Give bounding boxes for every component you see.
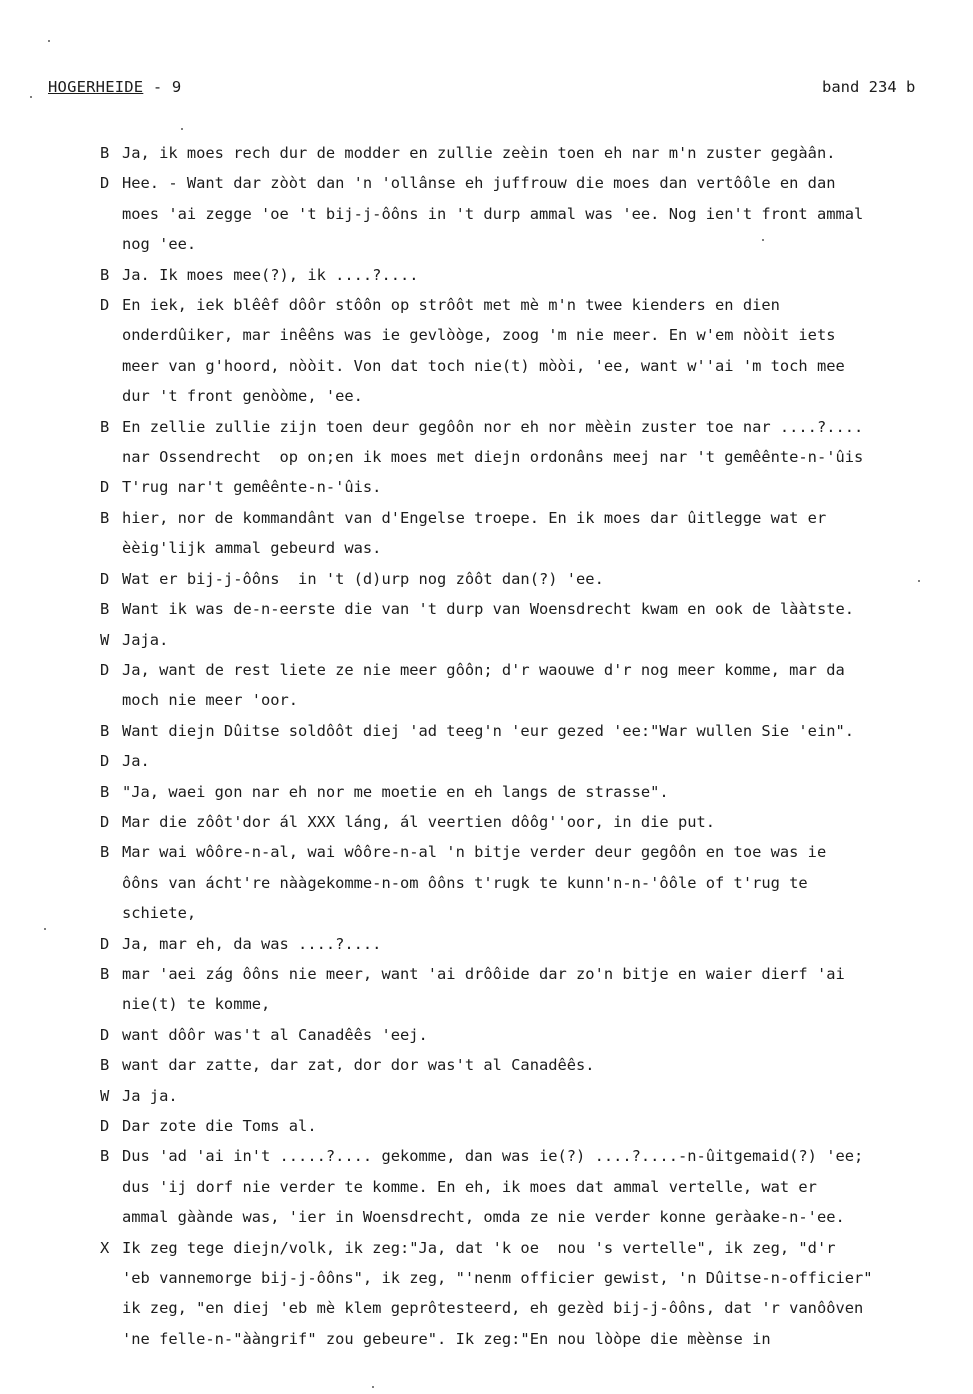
text-line: Dar zote die Toms al. — [122, 1117, 317, 1135]
utterance — [100, 837, 972, 928]
utterance-text — [122, 746, 972, 776]
tape-label: band 234 b — [822, 78, 916, 96]
text-line: Hee. - Want dar zòòt dan 'n 'ollânse eh juffrouw die moes dan vertôôle en dan — [122, 174, 836, 193]
text-line: Jaja. — [122, 630, 169, 649]
utterance-text — [122, 1050, 972, 1080]
speaker-code: W — [100, 630, 110, 649]
speaker-code: X — [100, 1238, 110, 1257]
speaker-code: B — [100, 144, 110, 162]
utterance-text — [122, 1141, 972, 1232]
speaker-code: D — [100, 1025, 110, 1044]
text-line: Ja, ik moes rech dur de modder en zullie zeèin toen eh nar m'n zuster gegàân. — [122, 144, 836, 162]
text-line: dus 'ij dorf nie verder te komme. En eh, ik moes dat ammal vertelle, wat er — [122, 1177, 817, 1196]
utterance-text — [122, 594, 972, 624]
speaker-code: B — [100, 964, 110, 983]
utterance — [100, 1050, 972, 1080]
utterance-text — [122, 138, 972, 168]
utterance — [100, 959, 972, 1020]
text-line: hier, nor de kommandânt van d'Engelse troepe. En ik moes dar ûitlegge wat er — [122, 508, 827, 527]
text-line: want dar zatte, dar zat, dor dor was't al Canadêês. — [122, 1056, 595, 1075]
utterance-text — [122, 503, 972, 564]
utterance — [100, 716, 972, 746]
speaker-code: D — [100, 660, 110, 679]
text-line: Want diejn Dûitse soldôôt diej 'ad teeg'n 'eur gezed 'ee:"War wullen Sie 'ein". — [122, 721, 855, 740]
text-line: En iek, iek blêêf dôôr stôôn op strôôt met mè m'n twee kienders en dien — [122, 296, 780, 315]
text-line: mar 'aei zág ôôns nie meer, want 'ai drôôide dar zo'n bitje en waier dierf 'ai — [122, 964, 845, 983]
utterance-text — [122, 1020, 972, 1050]
utterance — [100, 1111, 972, 1141]
speaker-code: B — [100, 1056, 110, 1075]
utterance — [100, 1020, 972, 1050]
utterance — [100, 807, 972, 837]
utterance-text — [122, 655, 972, 716]
text-line: moch nie meer 'oor. — [122, 691, 299, 710]
text-line: èèig'lijk ammal gebeurd was. — [122, 539, 382, 558]
text-line: ammal gàànde was, 'ier in Woensdrecht, omda ze nie verder konne geràake-n-'ee. — [122, 1208, 845, 1227]
text-line: nie(t) te komme, — [122, 995, 271, 1014]
speaker-code: B — [100, 600, 110, 619]
text-line: Ja. — [122, 752, 150, 771]
text-line: ôôns van ácht're nààgekomme-n-om ôôns t'rugk te kunn'n-n-'ôôle of t'rug te — [122, 873, 808, 892]
text-line: want dôôr was't al Canadêês 'eej. — [122, 1025, 428, 1044]
utterance-text — [122, 564, 972, 594]
utterance — [100, 594, 972, 624]
text-line: "Ja, waei gon nar eh nor me moetie en eh langs de strasse". — [122, 782, 669, 801]
text-line: ik zeg, "en diej 'eb mè klem geprôtesteerd, eh gezèd bij-j-ôôns, dat 'r vanôôven — [122, 1299, 864, 1318]
utterance-text — [122, 777, 972, 807]
text-line: Want ik was de-n-eerste die van 't durp van Woensdrecht kwam en ook de lààtste. — [122, 600, 855, 619]
utterance — [100, 1141, 972, 1232]
scan-speck — [30, 96, 32, 98]
page-header-left — [48, 78, 181, 96]
speaker-code: B — [100, 417, 110, 436]
scan-speck — [181, 128, 183, 130]
utterance — [100, 929, 972, 959]
utterance-text — [122, 1111, 972, 1141]
speaker-code: D — [100, 1117, 110, 1135]
text-line: Ja. Ik moes mee(?), ik ....?.... — [122, 265, 419, 284]
text-line: dur 't front genòòme, 'ee. — [122, 387, 363, 406]
speaker-code: B — [100, 508, 110, 527]
speaker-code: B — [100, 1147, 110, 1166]
utterance-text — [122, 959, 972, 1020]
scan-speck — [44, 928, 46, 930]
text-line: 'eb vannemorge bij-j-ôôns", ik zeg, "'nenm officier gewist, 'n Dûitse-n-officier" — [122, 1269, 873, 1288]
speaker-code: D — [100, 934, 110, 953]
text-line: moes 'ai zegge 'oe 't bij-j-ôôns in 't durp ammal was 'ee. Nog ien't front ammal — [122, 204, 864, 223]
utterance-text — [122, 260, 972, 290]
speaker-code: D — [100, 296, 110, 315]
scan-speck — [48, 40, 50, 42]
text-line: Mar die zôôt'dor ál XXX láng, ál veertien dôôg''oor, in die put. — [122, 812, 716, 831]
location-title: HOGERHEIDE — [48, 78, 144, 96]
utterance — [100, 472, 972, 502]
utterance — [100, 1081, 972, 1111]
utterance-text — [122, 929, 972, 959]
utterance — [100, 564, 972, 594]
speaker-code: B — [100, 782, 110, 801]
scan-speck — [372, 1386, 374, 1388]
speaker-code: D — [100, 569, 110, 588]
utterance-text — [122, 472, 972, 502]
text-line: Ja, want de rest liete ze nie meer gôôn; d'r waouwe d'r nog meer komme, mar da — [122, 660, 845, 679]
scan-speck — [918, 580, 920, 582]
speaker-code: B — [100, 265, 110, 284]
text-line: nog 'ee. — [122, 235, 197, 254]
transcript-body — [100, 138, 972, 1354]
text-line: Ik zeg tege diejn/volk, ik zeg:"Ja, dat 'k oe nou 's vertelle", ik zeg, "d'r — [122, 1238, 836, 1257]
utterance-text — [122, 625, 972, 655]
utterance — [100, 168, 972, 259]
utterance-text — [122, 168, 972, 259]
utterance-text — [122, 1233, 972, 1355]
text-line: onderdûiker, mar inêêns was ie gevlòòge, zoog 'm nie meer. En w'em nòòit iets — [122, 326, 836, 345]
utterance — [100, 746, 972, 776]
utterance — [100, 138, 972, 168]
utterance — [100, 412, 972, 473]
page-number: - 9 — [143, 78, 182, 96]
text-line: nar Ossendrecht op on;en ik moes met diejn ordonâns meej nar 't gemêênte-n-'ûis — [122, 448, 864, 467]
speaker-code: B — [100, 721, 110, 740]
text-line: Mar wai wôôre-n-al, wai wôôre-n-al 'n bitje verder deur gegôôn en toe was ie — [122, 843, 827, 862]
text-line: Dus 'ad 'ai in't .....?.... gekomme, dan was ie(?) ....?....-n-ûitgemaid(?) 'ee; — [122, 1147, 864, 1166]
speaker-code: D — [100, 478, 110, 497]
speaker-code: D — [100, 174, 110, 193]
utterance — [100, 655, 972, 716]
text-line: Ja ja. — [122, 1086, 178, 1105]
speaker-code: W — [100, 1086, 110, 1105]
utterance-text — [122, 1081, 972, 1111]
utterance — [100, 260, 972, 290]
text-line: En zellie zullie zijn toen deur gegôôn nor eh nor mèèin zuster toe nar ....?.... — [122, 417, 864, 436]
utterance-text — [122, 807, 972, 837]
utterance-text — [122, 716, 972, 746]
text-line: schiete, — [122, 904, 197, 923]
text-line: 'ne felle-n-"ààngrif" zou gebeure". Ik zeg:"En nou lòòpe die mèènse in — [122, 1329, 771, 1348]
utterance — [100, 777, 972, 807]
speaker-code: D — [100, 752, 110, 771]
utterance — [100, 290, 972, 412]
text-line: Ja, mar eh, da was ....?.... — [122, 934, 382, 953]
scan-speck — [762, 239, 764, 241]
text-line: T'rug nar't gemêênte-n-'ûis. — [122, 478, 382, 497]
utterance — [100, 1233, 972, 1355]
speaker-code: B — [100, 843, 110, 862]
utterance — [100, 625, 972, 655]
speaker-code: D — [100, 812, 110, 831]
text-line: Wat er bij-j-ôôns in 't (d)urp nog zôôt dan(?) 'ee. — [122, 569, 604, 588]
utterance-text — [122, 290, 972, 412]
text-line: meer van g'hoord, nòòit. Von dat toch nie(t) mòòi, 'ee, want w''ai 'm toch mee — [122, 356, 845, 375]
utterance-text — [122, 412, 972, 473]
utterance — [100, 503, 972, 564]
utterance-text — [122, 837, 972, 928]
